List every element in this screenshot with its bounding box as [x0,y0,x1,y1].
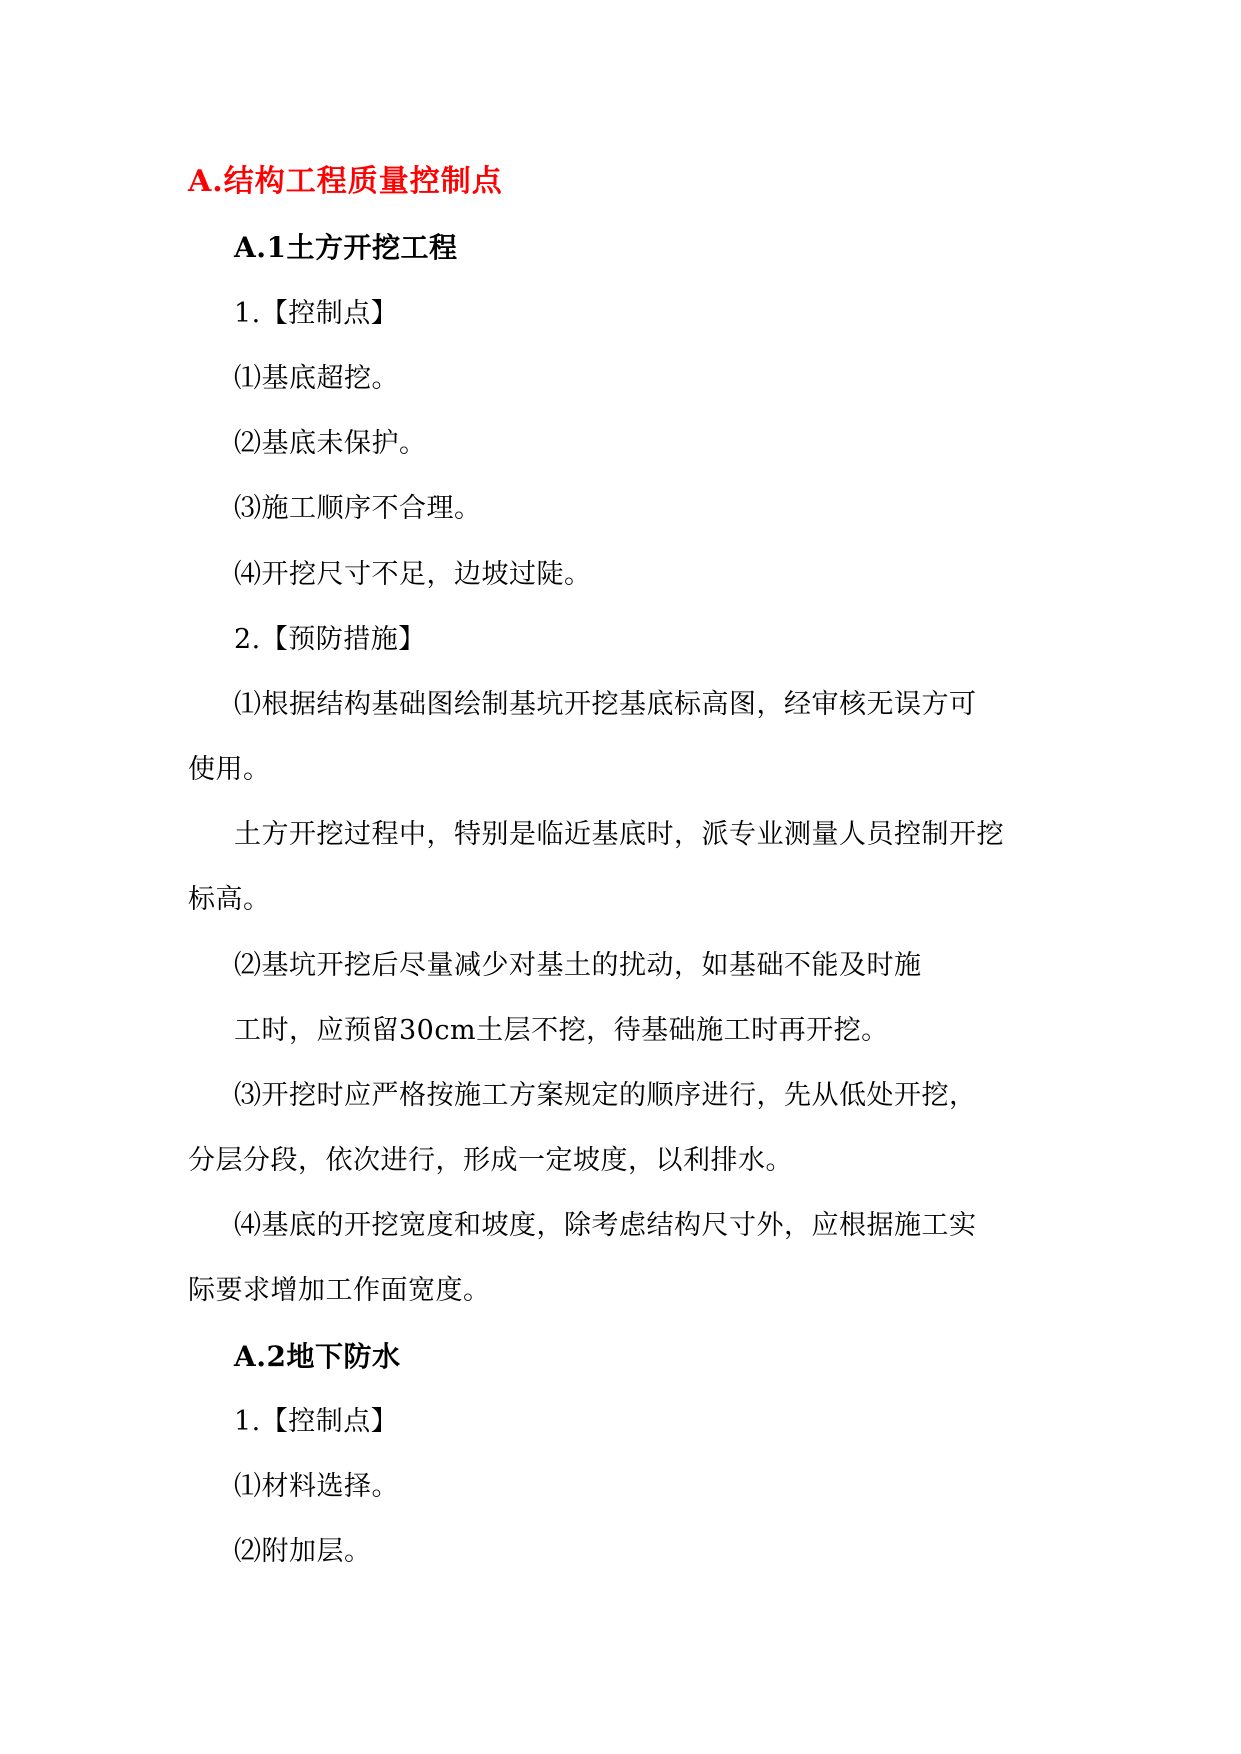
measure-line: 际要求增加工作面宽度。 [188,1275,491,1306]
measure-line: ⑵基坑开挖后尽量减少对基土的扰动，如基础不能及时施 [234,950,922,981]
control-point-item: ⑷开挖尺寸不足，边坡过陡。 [234,559,592,590]
measure-line: ⑷基底的开挖宽度和坡度，除考虑结构尺寸外，应根据施工实 [234,1210,977,1241]
control-point-item: ⑵附加层。 [234,1536,372,1567]
measure-line: 工时，应预留30cm土层不挖，待基础施工时再开挖。 [234,1015,889,1046]
control-point-item: ⑶施工顺序不合理。 [234,493,482,524]
control-points-heading: 1.【控制点】 [234,1406,399,1437]
measure-line: 标高。 [188,884,271,915]
control-points-heading: 1.【控制点】 [234,298,399,329]
measure-line: ⑶开挖时应严格按施工方案规定的顺序进行，先从低处开挖， [234,1080,977,1111]
control-point-item: ⑴基底超挖。 [234,363,399,394]
measure-line: 分层分段，依次进行，形成一定坡度，以利排水。 [188,1145,793,1176]
measure-line: 土方开挖过程中，特别是临近基底时，派专业测量人员控制开挖 [234,819,1004,850]
section-heading-a2: A.2地下防水 [234,1340,401,1373]
control-point-item: ⑴材料选择。 [234,1471,399,1502]
measure-line: ⑴根据结构基础图绘制基坑开挖基底标高图，经审核无误方可 [234,689,977,720]
measure-line: 使用。 [188,754,271,785]
measures-heading: 2.【预防措施】 [234,624,426,655]
section-heading-a1: A.1土方开挖工程 [234,231,458,264]
control-point-item: ⑵基底未保护。 [234,428,427,459]
document-title: A.结构工程质量控制点 [188,164,503,199]
